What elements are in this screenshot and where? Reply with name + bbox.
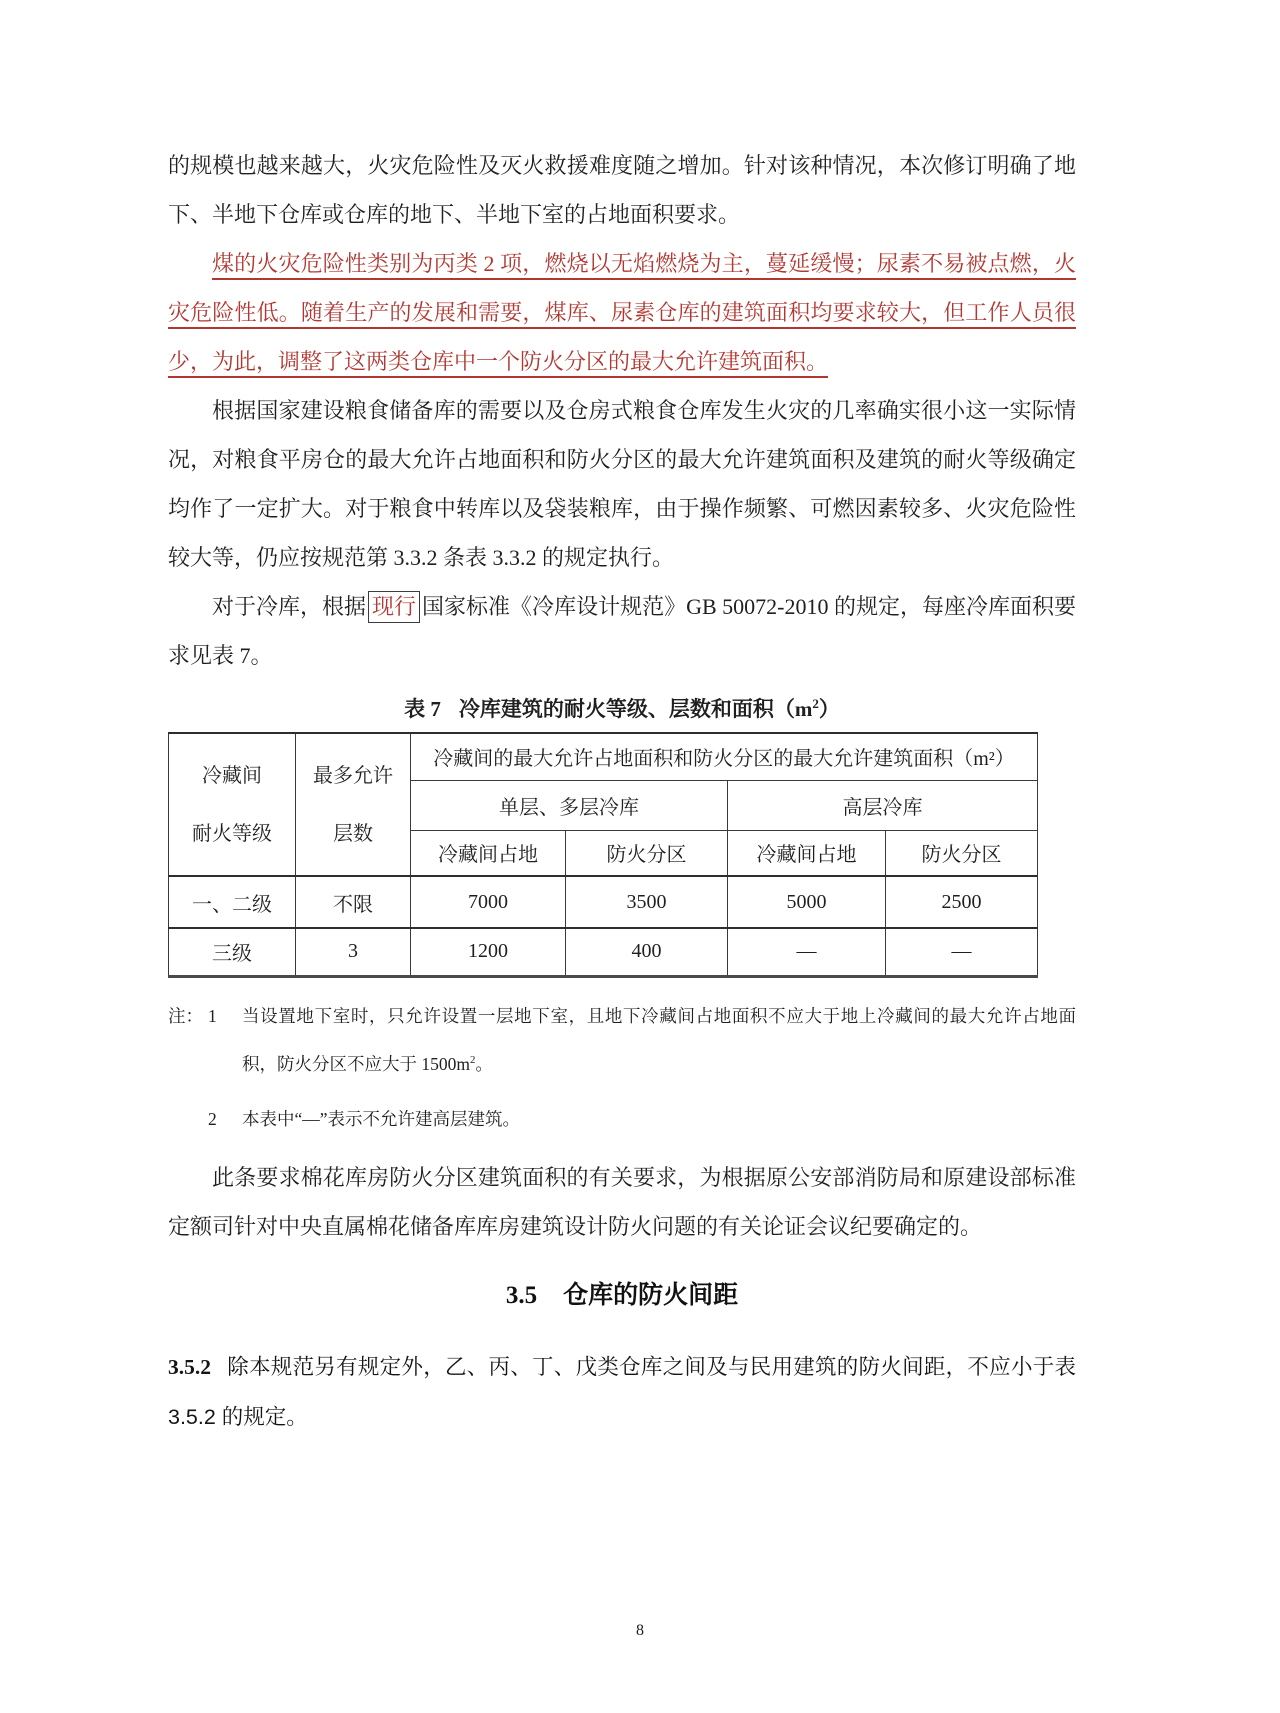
table7-caption-close: ） xyxy=(818,697,840,721)
note-text: 本表中“—”表示不允许建高层建筑。 xyxy=(242,1109,521,1130)
note-label: 注： xyxy=(168,1005,203,1026)
header-grade-line2: 耐火等级 xyxy=(192,822,272,845)
header-sub-compartment-a: 防火分区 xyxy=(566,830,728,876)
header-floors-line2: 层数 xyxy=(333,822,373,845)
header-floors-line1: 最多允许 xyxy=(313,764,393,787)
paragraph-continuation: 的规模也越来越大，火灾危险性及灭火救援难度随之增加。针对该种情况，本次修订明确了地下、半地下仓库或仓库的地下、半地下室的占地面积要求。 xyxy=(168,153,1076,227)
note-text xyxy=(242,994,1076,1086)
table7-caption-label: 表 7 xyxy=(404,697,441,721)
cell-grade: 一、二级 xyxy=(169,876,296,928)
paragraph-cotton: 此条要求棉花库房防火分区建筑面积的有关要求，为根据原公安部消防局和原建设部标准定额司针对中央直属棉花储备库库房建筑设计防火问题的有关论证会议纪要确定的。 xyxy=(168,1165,1076,1240)
paragraph-revision-red: 煤的火灾危险性类别为丙类 2 项，燃烧以无焰燃烧为主，蔓延缓慢；尿素不易被点燃，火灾危险性低。随着生产的发展和需要，煤库、尿素仓库的建筑面积均要求较大，但工作人员很少，为此，调整了这两类仓库中一个防火分区的最大允许建筑面积。 xyxy=(168,251,1076,374)
header-group-highrise: 高层冷库 xyxy=(728,780,1038,830)
section-number: 3.5 xyxy=(505,1282,538,1310)
cell-grade: 三级 xyxy=(169,928,296,976)
table-header-row-1 xyxy=(169,733,1038,780)
page-number: 8 xyxy=(636,1622,644,1639)
table-cold-storage xyxy=(168,732,1038,978)
header-sub-footprint-b: 冷藏间占地 xyxy=(728,830,886,876)
header-span-title: 冷藏间的最大允许占地面积和防火分区的最大允许建筑面积（m²） xyxy=(411,733,1038,780)
note1-superscript: 2 xyxy=(470,1053,476,1066)
note-indent-spacer xyxy=(168,1097,208,1141)
clause-number: 3.5.2 xyxy=(168,1355,211,1380)
section-title: 仓库的防火间距 xyxy=(563,1281,739,1310)
inserted-term-box xyxy=(368,591,420,623)
note1-text-pre: 当设置地下室时，只允许设置一层地下室，且地下冷藏间占地面积不应大于地上冷藏间的最大允许占地面积，防火分区不应大于 1500m xyxy=(242,1005,1076,1074)
cell-hr-compartment: — xyxy=(886,928,1038,976)
table7-caption-title: 冷库建筑的耐火等级、层数和面积（m xyxy=(458,697,813,721)
table-row xyxy=(169,876,1038,928)
header-sub-compartment-b: 防火分区 xyxy=(886,830,1038,876)
header-floors xyxy=(296,733,411,876)
cell-floors: 不限 xyxy=(296,876,411,928)
notes-block xyxy=(168,994,1076,1142)
cell-hr-compartment: 2500 xyxy=(886,876,1038,928)
note-2 xyxy=(168,1097,1076,1141)
cell-sm-footprint: 1200 xyxy=(411,928,566,976)
cell-hr-footprint: — xyxy=(728,928,886,976)
cell-sm-compartment: 3500 xyxy=(566,876,728,928)
note-number: 2 xyxy=(208,1109,217,1130)
note-number: 1 xyxy=(208,1005,217,1026)
clause-paragraph xyxy=(168,1342,1076,1442)
cell-hr-footprint: 5000 xyxy=(728,876,886,928)
table7-caption-superscript: 2 xyxy=(812,696,819,711)
note1-text-post: 。 xyxy=(475,1053,493,1074)
inserted-term: 现行 xyxy=(372,594,417,619)
paragraph-grain-warehouse: 根据国家建设粮食储备库的需要以及仓房式粮食仓库发生火灾的几率确实很小这一实际情况，对粮食平房仓的最大允许占地面积和防火分区的最大允许建筑面积及建筑的耐火等级确定均作了一定扩大。对于粮食中转库以及袋装粮库，由于操作频繁、可燃因素较多、火灾危险性较大等，仍应按规范第 3.3.2 条表 3.3.2 的规定执行。 xyxy=(168,398,1076,570)
paragraph-cold-storage xyxy=(168,582,1076,680)
section-heading xyxy=(168,1275,1076,1316)
cell-sm-footprint: 7000 xyxy=(411,876,566,928)
header-sub-footprint-a: 冷藏间占地 xyxy=(411,830,566,876)
cold-storage-text-post: 国家标准《冷库设计规范》GB 50072-2010 的规定，每座冷库面积要求见表 7。 xyxy=(168,594,1076,668)
header-grade-line1: 冷藏间 xyxy=(202,764,262,787)
header-group-single-multi: 单层、多层冷库 xyxy=(411,780,728,830)
table-row xyxy=(169,928,1038,976)
cell-floors: 3 xyxy=(296,928,411,976)
note-1 xyxy=(168,994,1076,1086)
table7-caption xyxy=(168,689,1076,724)
cell-sm-compartment: 400 xyxy=(566,928,728,976)
cold-storage-text-pre: 对于冷库，根据 xyxy=(212,594,367,619)
header-grade xyxy=(169,733,296,876)
clause-text: 除本规范另有规定外，乙、丙、丁、戊类仓库之间及与民用建筑的防火间距，不应小于表 3.5.2 的规定。 xyxy=(168,1355,1076,1430)
